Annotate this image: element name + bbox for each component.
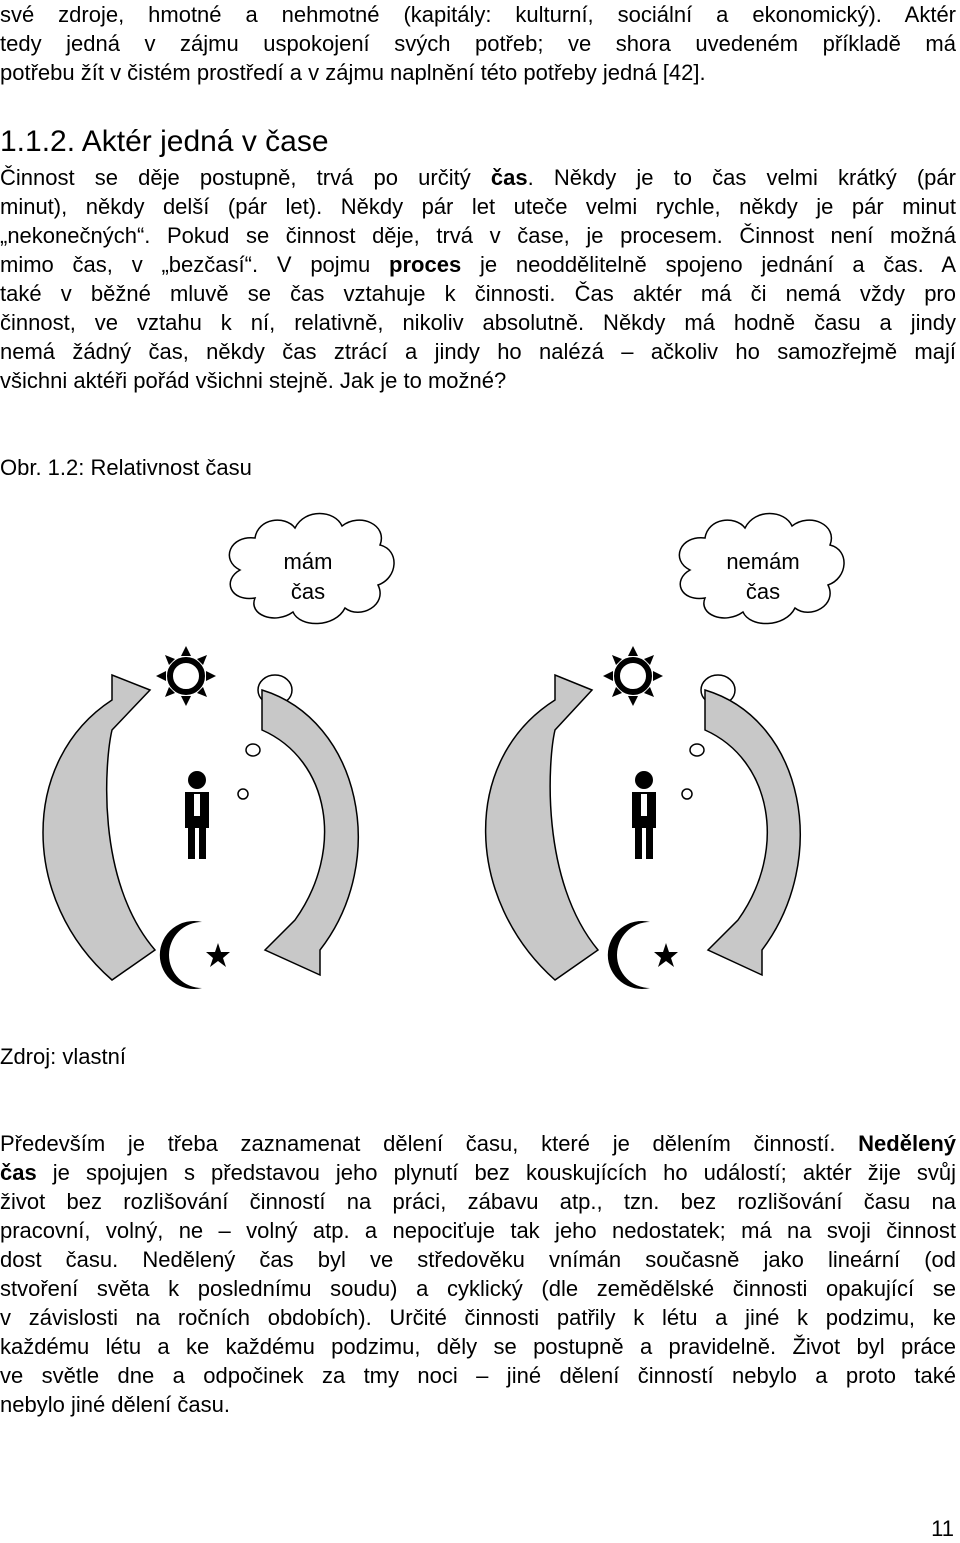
- cloud-text-left: mám čas: [283, 549, 333, 604]
- thought-bubble: [238, 789, 248, 799]
- text-line: Především je třeba zaznamenat dělení času, které je dělením činností. Nedělený: [0, 1131, 956, 1156]
- text-line: „nekonečných“. Pokud se činnost děje, trvá v čase, je procesem. Činnost není možná: [0, 223, 956, 248]
- figure-caption: Obr. 1.2: Relativnost času: [0, 455, 252, 480]
- sun-icon: [603, 646, 663, 706]
- text-line: stvoření světa k poslednímu soudu) a cyklický (dle zemědělské činnosti opakující se: [0, 1276, 956, 1301]
- cycle-arrow-left-top: [43, 675, 155, 980]
- cycle-arrow-right-top: [486, 675, 598, 980]
- text-line: ve světle dne a odpočinek za tmy noci – jiné dělení činností nebylo a proto také: [0, 1363, 956, 1388]
- text-line: tedy jedná v zájmu uspokojení svých potřeb; ve shora uvedeném příkladě má: [0, 31, 956, 56]
- section-paragraph: [0, 163, 956, 395]
- person-icon: [185, 771, 209, 859]
- text-line: nebylo jiné dělení času.: [0, 1392, 230, 1417]
- bold-term-cas: čas: [0, 1160, 37, 1185]
- bold-term-nedeleny: Nedělený: [858, 1131, 956, 1156]
- text-line: také v běžné mluvě se čas vztahuje k činnosti. Čas aktér má či nemá vždy pro: [0, 281, 956, 306]
- top-paragraph: [0, 0, 956, 87]
- figure-source: Zdroj: vlastní: [0, 1044, 126, 1069]
- text-line: dost času. Nedělený čas byl ve středověku vnímán současně jako lineární (od: [0, 1247, 956, 1272]
- page-number: 11: [931, 1516, 954, 1541]
- text-line: všichni aktéři pořád všichni stejně. Jak je to možné?: [0, 368, 507, 393]
- thought-bubble: [690, 744, 704, 756]
- text-line: Činnost se děje postupně, trvá po určitý čas. Někdy je to čas velmi krátký (pár: [0, 165, 956, 190]
- text-line: pracovní, volný, ne – volný atp. a nepociťuje tak jeho nedostatek; má na svoji činnost: [0, 1218, 956, 1243]
- text-line: každému létu a ke každému podzimu, děly se postupně a pravidelně. Život byl práce: [0, 1334, 956, 1359]
- text-line: čas je spojujen s představou jeho plynutí bez kouskujících ho událostí; aktér žije svůj: [0, 1160, 956, 1185]
- text-line: činnost, ve vztahu k ní, relativně, nikoliv absolutně. Někdy má hodně času a jindy: [0, 310, 956, 335]
- section-heading: 1.1.2. Aktér jedná v čase: [0, 125, 329, 158]
- text-line: nemá žádný čas, někdy čas ztrácí a jindy ho nalézá – ačkoliv ho samozřejmě mají: [0, 339, 956, 364]
- thought-bubble: [246, 744, 260, 756]
- text-line: své zdroje, hmotné a nehmotné (kapitály: kulturní, sociální a ekonomický). Aktér: [0, 2, 956, 27]
- bold-term-proces: proces: [389, 252, 462, 277]
- figure-relativity-of-time: [0, 500, 960, 1030]
- moon-star-icon: [608, 921, 678, 989]
- text-line: mimo čas, v „bezčasí“. V pojmu proces je neoddělitelně spojeno jednání a čas. A: [0, 252, 956, 277]
- moon-star-icon: [160, 921, 230, 989]
- bold-term-cas: čas: [490, 165, 528, 190]
- text-line: v závislosti na ročních obdobích). Určité činnosti patřily k létu a jiné k podzimu, ke: [0, 1305, 956, 1330]
- cloud-text-right: nemám čas: [726, 549, 800, 604]
- text-line: minut), někdy delší (pár let). Někdy pár let uteče velmi rychle, někdy je pár minut: [0, 194, 956, 219]
- bottom-paragraph: [0, 1129, 956, 1419]
- text-line: život bez rozlišování činností na práci, zábavu atp., tzn. bez rozlišování času na: [0, 1189, 956, 1214]
- cycle-arrow-left-right: [262, 690, 358, 975]
- sun-icon: [156, 646, 216, 706]
- thought-bubble: [682, 789, 692, 799]
- cycle-arrow-right-right: [705, 690, 800, 975]
- person-icon: [632, 771, 656, 859]
- text-line: potřebu žít v čistém prostředí a v zájmu naplnění této potřeby jedná [42].: [0, 60, 706, 85]
